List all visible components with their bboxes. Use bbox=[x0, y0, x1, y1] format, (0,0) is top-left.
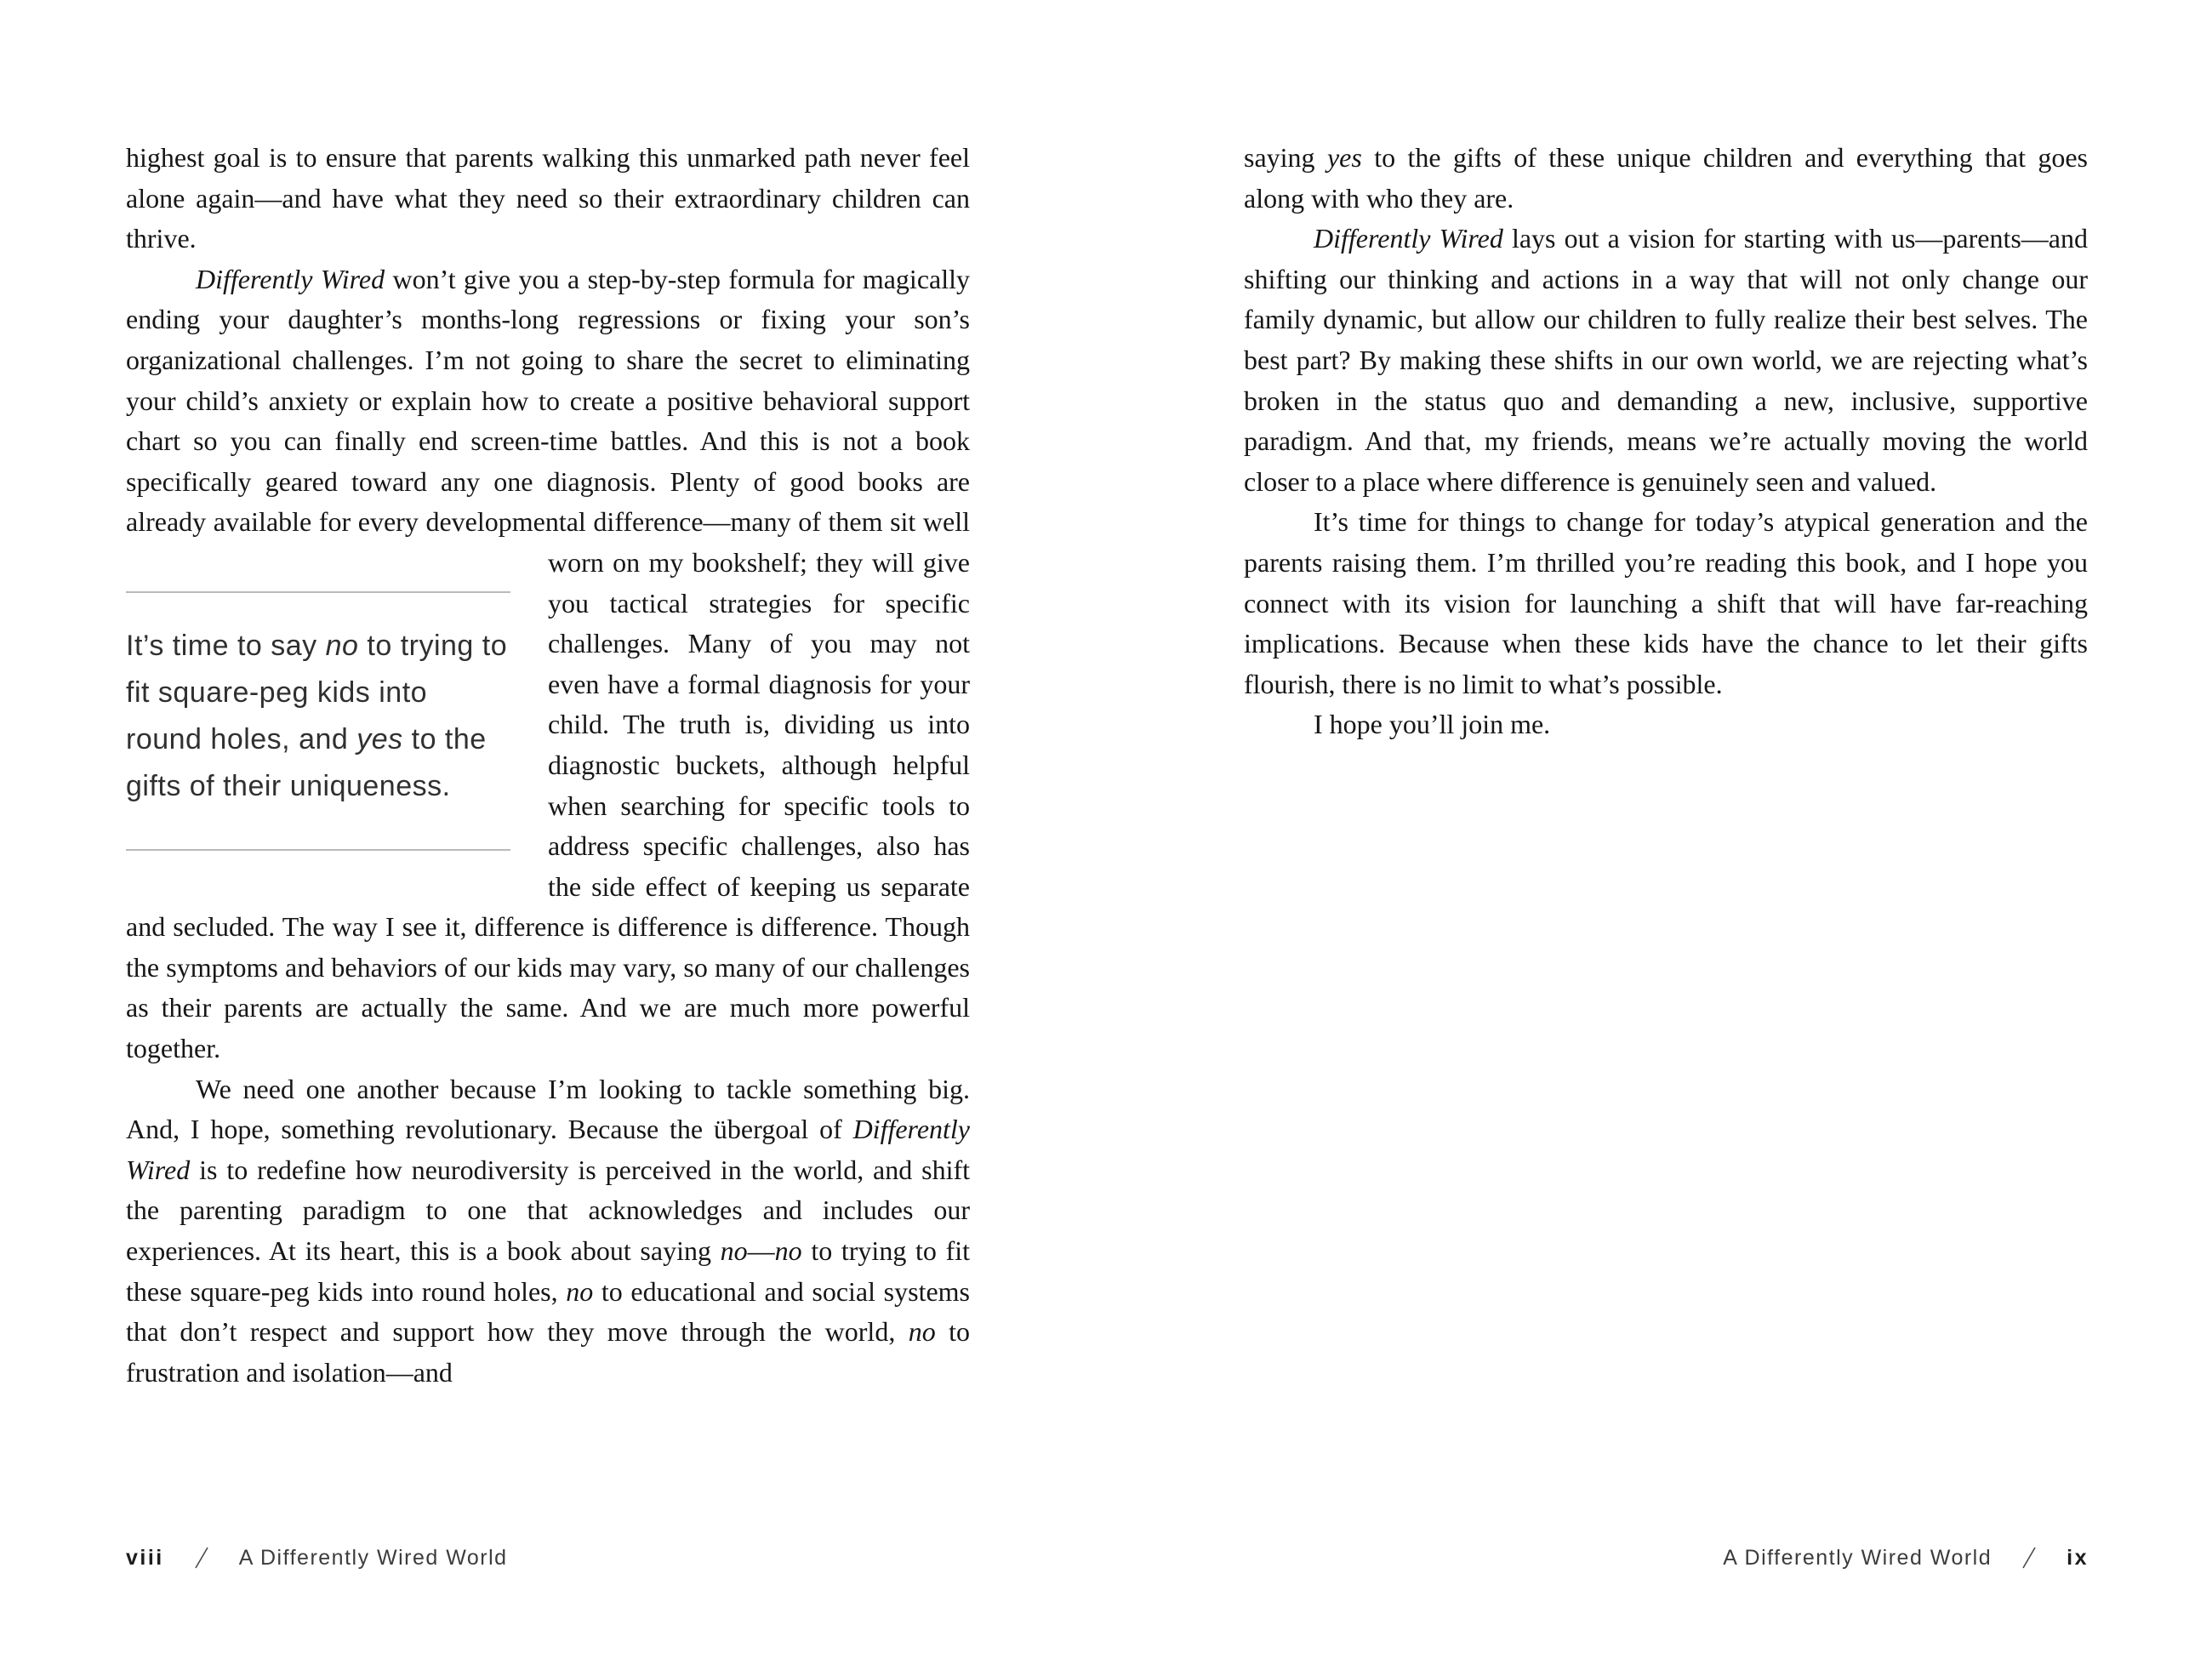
body-text-run: saying bbox=[1244, 142, 1327, 173]
body-paragraph bbox=[126, 138, 970, 259]
right-page-footer bbox=[1723, 1543, 2089, 1572]
pull-quote-run: to the gifts of their uniqueness. bbox=[126, 722, 487, 802]
left-page-text-column bbox=[126, 138, 970, 1393]
pull-quote-run: to trying to fit square-peg kids into round holes, and bbox=[126, 629, 508, 755]
body-text-italic: Differently Wired bbox=[126, 1114, 970, 1185]
body-text-run: is to redefine how neurodiversity is perceived in the world, and shift the parenting paradigm to one that acknowledges and includes our experiences. At its heart, this is a book about saying bbox=[126, 1154, 970, 1267]
right-running-title: A Differently Wired World bbox=[1723, 1546, 1993, 1570]
body-paragraph bbox=[1244, 138, 2088, 219]
body-paragraph bbox=[1244, 219, 2088, 502]
body-paragraph bbox=[1244, 502, 2088, 704]
pull-quote-text bbox=[126, 623, 510, 810]
body-text-run: to frustration and isolation—and bbox=[126, 1316, 971, 1388]
pull-quote-run-italic: yes bbox=[356, 722, 403, 755]
pull-quote-run-italic: no bbox=[325, 629, 359, 662]
body-text-run: I hope you’ll join me. bbox=[1314, 709, 1551, 740]
pull-quote-rule-top bbox=[126, 591, 510, 593]
body-paragraph bbox=[126, 259, 970, 1069]
pull-quote-run: It’s time to say bbox=[126, 629, 326, 662]
left-page-footer bbox=[126, 1543, 508, 1572]
body-text-run: — bbox=[747, 1235, 775, 1267]
body-text-italic: no bbox=[720, 1235, 748, 1267]
body-text-italic: no bbox=[566, 1275, 594, 1307]
body-paragraph bbox=[1244, 704, 2088, 745]
body-text-run: highest goal is to ensure that parents walking this unmarked path never feel alone again—and have what they need so their extraordinary children can thrive. bbox=[126, 142, 970, 254]
body-text-run: difference—many of them sit well worn on my bookshelf; they will give you tactical strategies for specific challenges. Many of you may not even have a formal diagnosis for your child. The truth is, dividing us into diagnostic buckets, although helpful when searching for specific tools to address specific challenges, also has the side effect of keeping us separate and secluded. The way I see it, difference is difference is difference. Though the symptoms and behaviors of our kids may vary, so many of our challenges as their parents are actually the same. And we are much more powerful together. bbox=[126, 506, 971, 1064]
body-text-italic: no bbox=[908, 1316, 936, 1348]
left-running-title: A Differently Wired World bbox=[238, 1546, 508, 1570]
body-text-run: We need one another because I’m looking to tackle something big. And, I hope, something revolutionary. Because the übergoal of bbox=[126, 1073, 970, 1145]
slash-separator-icon bbox=[191, 1545, 212, 1571]
body-paragraph bbox=[126, 1069, 970, 1394]
slash-separator-icon bbox=[2019, 1545, 2039, 1571]
body-text-italic: Differently Wired bbox=[196, 263, 385, 294]
left-page-number: viii bbox=[126, 1546, 164, 1570]
body-text-run: It’s time for things to change for today’s atypical generation and the parents raising them. I’m thrilled you’re reading this book, and I hope you connect with its vision for launching a shift that will have far-reaching implications. Because when these kids have the chance to let their gifts flourish, there is no limit to what’s possible. bbox=[1244, 506, 2088, 699]
body-text-italic: no bbox=[774, 1235, 802, 1267]
right-page-number: ix bbox=[2067, 1546, 2089, 1570]
pull-quote bbox=[126, 543, 510, 900]
body-text-italic: Differently Wired bbox=[1314, 223, 1503, 254]
body-text-run: to trying to fit these square-peg kids into round holes, bbox=[126, 1235, 971, 1307]
body-text-run: to the gifts of these unique children and everything that goes along with who they are. bbox=[1244, 142, 2088, 214]
pull-quote-rule-bottom bbox=[126, 849, 510, 851]
body-text-run: to educational and social systems that don’t respect and support how they move through the world, bbox=[126, 1275, 971, 1348]
body-text-run: lays out a vision for starting with us—parents—and shifting our thinking and actions in a way that will not only change our family dynamic, but allow our children to fully realize their best selves. The best part? By making these shifts in our own world, we are rejecting what’s broken in the status quo and demanding a new, inclusive, supportive paradigm. And that, my friends, means we’re actually moving the world closer to a place where difference is genuinely seen and valued. bbox=[1244, 223, 2089, 497]
body-text-italic: yes bbox=[1326, 142, 1362, 173]
right-page-text-column bbox=[1244, 138, 2088, 745]
body-text-run: won’t give you a step-by-step formula for magically ending your daughter’s months-long regressions or fixing your son’s organizational challenges. I’m not going to share the secret to eliminating your child’s anxiety or explain how to create a positive behavioral support chart so you can finally end screen-time battles. And this is not a book specifically geared toward any one diagnosis. Plenty of good books are already available for every developmental bbox=[126, 263, 971, 538]
